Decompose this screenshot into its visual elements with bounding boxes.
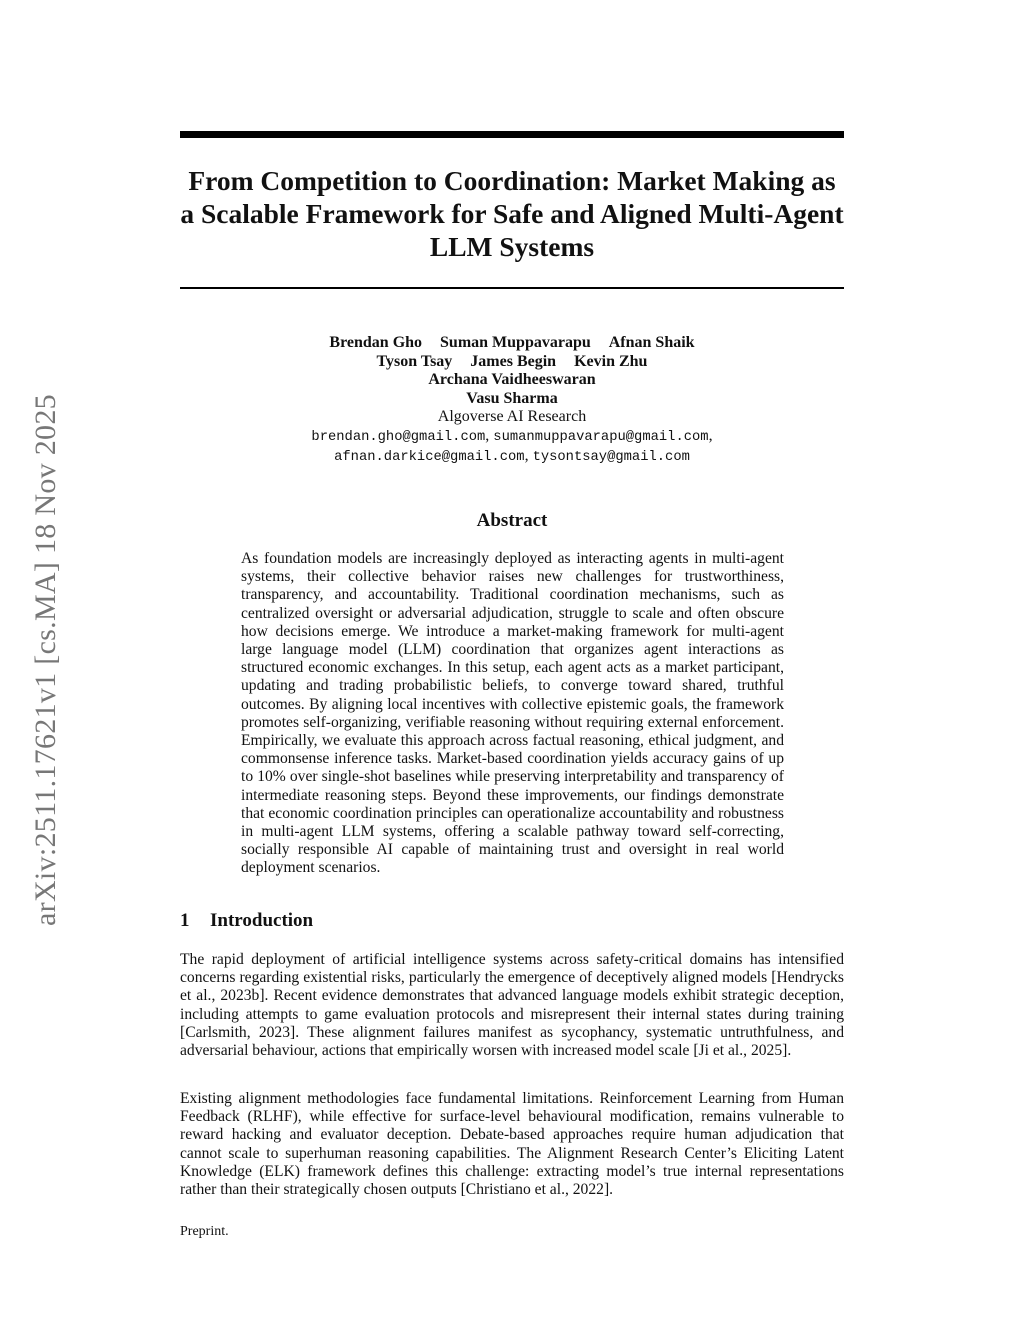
section-heading [180,910,313,932]
author-block [180,334,844,468]
title-bottom-rule [180,287,844,289]
author-email[interactable]: sumanmuppavarapu@gmail.com [493,429,709,445]
author-row [180,390,844,409]
author-row [180,334,844,353]
author-name: Archana Vaidheeswaran [428,371,596,388]
author-email[interactable]: afnan.darkice@gmail.com [334,450,525,465]
body-paragraph: Existing alignment methodologies face fundamental limitations. Reinforcement Learning from Human Feedback (RLHF), while effective for surface-level behavioural modification, remains vulnerable to reward hacking and evaluator deception. Debate-based approaches require human adjudication that cannot scale to superhuman reasoning capabilities. The Alignment Research Center’s Eliciting Latent Knowledge (ELK) framework defines this challenge: extracting model’s true internal representations rather than their strategically chosen outputs [Christiano et al., 2022]. [180,1090,844,1199]
arxiv-identifier-text: arXiv:2511.17621v1 [cs.MA] 18 Nov 2025 [29,394,62,926]
author-name: Brendan Gho [329,334,423,351]
author-email[interactable]: brendan.gho@gmail.com [311,429,486,445]
email-row: brendan.gho@gmail.com, sumanmuppavarapu@gmail.com, [311,426,713,445]
author-name: Suman Muppavarapu [440,334,591,351]
footer-note: Preprint. [180,1224,229,1239]
author-name: Vasu Sharma [466,389,558,407]
author-email[interactable]: tysontsay@gmail.com [532,450,690,465]
section-number: 1 [180,910,190,931]
body-paragraph: The rapid deployment of artificial intelligence systems across safety-critical domains has intensified concerns regarding existential risks, particularly the emergence of deceptively aligned models [Hendrycks et al., 2023b]. Recent evidence demonstrates that advanced language models exhibit strategic deception, including attempts to game evaluation protocols and misrepresent their internal states during training [Carlsmith, 2023]. These alignment failures manifest as sycophancy, systematic untruthfulness, and adversarial behaviour, actions that empirically worsen with increased model scale [Ji et al., 2025]. [180,951,844,1060]
author-name: Afnan Shaik [608,334,695,351]
affiliation: Algoverse AI Research [437,408,587,425]
author-name: Kevin Zhu [574,352,648,370]
section-title: Introduction [210,910,314,931]
author-row [180,371,844,390]
abstract-heading: Abstract [476,510,548,531]
abstract-text: As foundation models are increasingly deployed as interacting agents in multi-agent systems, their collective behavior raises new challenges for trustworthiness, transparency, and accountability. Traditional coordination mechanisms, such as centralized oversight or adversarial adjudication, struggle to scale and often obscure how decisions emerge. We introduce a market-making framework for multi-agent large language model (LLM) coordination that organizes agent interactions as structured economic exchanges. In this setup, each agent acts as a market participant, updating and trading probabilistic beliefs, to converge toward shared, truthful outcomes. By aligning local incentives with collective epistemic goals, the framework promotes self-organizing, verifiable reasoning without requiring external enforcement. Empirically, we evaluate this approach across factual reasoning, ethical judgment, and commonsense inference tasks. Market-based coordination yields accuracy gains of up to 10% over single-shot baselines while preserving interpretability and transparency of intermediate reasoning steps. Beyond these improvements, our findings demonstrate that economic coordination principles can operationalize accountability and robustness in multi-agent LLM systems, offering a scalable pathway toward self-correcting, socially responsible AI capable of maintaining trust and oversight in real world deployment scenarios. [241,550,784,877]
title-top-rule [180,131,844,138]
author-name: James Begin [470,352,557,370]
author-name: Tyson Tsay [376,352,453,370]
email-row: afnan.darkice@gmail.com, tysontsay@gmail.com [334,447,690,465]
author-row [180,353,844,372]
paper-title: From Competition to Coordination: Market Making as a Scalable Framework for Safe and Aligned Multi-Agent LLM Systems [180,165,844,262]
